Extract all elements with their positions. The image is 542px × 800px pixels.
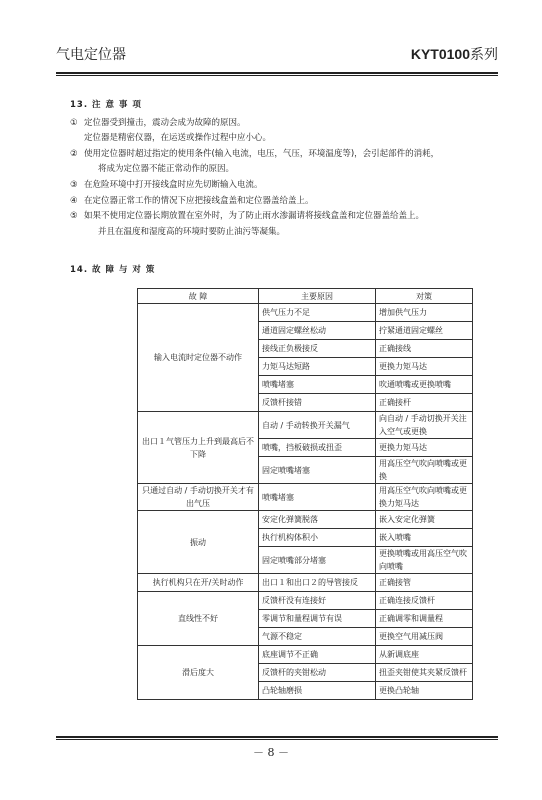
- fault-cell: 振动: [138, 511, 259, 574]
- table-row: [138, 646, 473, 664]
- note-text: 定位器受到撞击，震动会成为故障的原因。: [84, 117, 246, 128]
- fix-cell: 正确接杆: [376, 394, 473, 412]
- table-row: [138, 592, 473, 610]
- note-text: 使用定位器时超过指定的使用条件(输入电流，电压，气压，环境温度等)，会引起部件的消耗，: [84, 148, 440, 159]
- fault-cell: 执行机构只在开/关时动作: [138, 574, 259, 592]
- section-troubleshooting-title: 14. 故 障 与 对 策: [70, 265, 156, 275]
- note-number: ①: [70, 117, 78, 128]
- section-precautions: [70, 98, 439, 240]
- note-number: ③: [70, 179, 78, 190]
- reason-cell: 反馈杆的夹钳松动: [259, 664, 376, 682]
- fix-cell: 向自动 / 手动切换开关注入空气或更换: [376, 412, 473, 439]
- reason-cell: 供气压力不足: [259, 304, 376, 322]
- note-text: 在定位器正常工作的情况下应把接线盒盖和定位器盖给盖上。: [84, 195, 314, 206]
- note-item: [70, 194, 439, 210]
- note-continuation: 定位器是精密仪器，在运送或操作过程中应小心。: [84, 133, 272, 144]
- table-header-row: [138, 289, 473, 304]
- header-fault: 故 障: [138, 289, 259, 304]
- reason-cell: 自动 / 手动转换开关漏气: [259, 412, 376, 439]
- table-row: [138, 484, 473, 511]
- reason-cell: 零调节和量程调节有误: [259, 610, 376, 628]
- fault-cell: 只通过自动 / 手动切换开关才有出气压: [138, 484, 259, 511]
- fix-cell: 吹通喷嘴或更换喷嘴: [376, 376, 473, 394]
- page-number: － 8 －: [253, 746, 289, 759]
- fix-cell: 更换空气用减压阀: [376, 628, 473, 646]
- fix-cell: 拧紧通道固定螺丝: [376, 322, 473, 340]
- header-rule-thin: [56, 75, 498, 76]
- fix-cell: 正确接线: [376, 340, 473, 358]
- note-continuation: 将成为定位器不能正常动作的原因。: [98, 164, 235, 175]
- section-title: 13. 注 意 事 项: [70, 100, 142, 110]
- fix-cell: 从新调底座: [376, 646, 473, 664]
- reason-cell: 气源不稳定: [259, 628, 376, 646]
- reason-cell: 喷嘴堵塞: [259, 376, 376, 394]
- fix-cell: 正确接管: [376, 574, 473, 592]
- fix-cell: 更换喷嘴或用高压空气吹向喷嘴: [376, 547, 473, 574]
- table-row: [138, 574, 473, 592]
- note-text: 如果不使用定位器长期放置在室外时，为了防止雨水渗漏请将接线盒盖和定位器盖给盖上。: [84, 211, 425, 222]
- series-model: KYT0100: [410, 46, 470, 62]
- reason-cell: 执行机构体积小: [259, 529, 376, 547]
- note-number: ④: [70, 195, 78, 206]
- page-header-left: 气电定位器: [56, 47, 126, 63]
- fix-cell: 嵌入喷嘴: [376, 529, 473, 547]
- reason-cell: 喷嘴，挡板破损或扭歪: [259, 439, 376, 457]
- reason-cell: 接线正负极接反: [259, 340, 376, 358]
- reason-cell: 固定喷嘴部分堵塞: [259, 547, 376, 574]
- table-row: [138, 511, 473, 529]
- reason-cell: 力矩马达短路: [259, 358, 376, 376]
- reason-cell: 凸轮轴磨损: [259, 682, 376, 700]
- fix-cell: 更换力矩马达: [376, 358, 473, 376]
- fix-cell: 更换力矩马达: [376, 439, 473, 457]
- fix-cell: 正确连接反馈杆: [376, 592, 473, 610]
- page-header-right: [411, 44, 498, 64]
- fix-cell: 扭歪夹钳使其夹紧反馈杆: [376, 664, 473, 682]
- reason-cell: 底座调节不正确: [259, 646, 376, 664]
- fault-cell: 输入电流时定位器不动作: [138, 304, 259, 412]
- note-item: [70, 178, 439, 194]
- note-text: 在危险环境中打开接线盒时应先切断输入电流。: [84, 179, 263, 190]
- reason-cell: 出口１和出口２的导管接反: [259, 574, 376, 592]
- note-item: [70, 147, 439, 163]
- fix-cell: 正确调零和调量程: [376, 610, 473, 628]
- reason-cell: 固定喷嘴堵塞: [259, 457, 376, 484]
- header-rule: [56, 72, 498, 74]
- note-item: [70, 209, 439, 225]
- table-row: [138, 412, 473, 439]
- footer-rule: [56, 736, 498, 738]
- note-number: ⑤: [70, 211, 78, 222]
- fault-cell: 滑后度大: [138, 646, 259, 700]
- fix-cell: 用高压空气吹向喷嘴或更换: [376, 457, 473, 484]
- series-suffix: 系列: [470, 46, 498, 62]
- reason-cell: 喷嘴堵塞: [259, 484, 376, 511]
- header-fix: 对策: [376, 289, 473, 304]
- fault-cell: 出口１气管压力上升到最高后不下降: [138, 412, 259, 484]
- reason-cell: 反馈杆没有连接好: [259, 592, 376, 610]
- troubleshooting-table: [137, 288, 473, 700]
- reason-cell: 反馈杆接错: [259, 394, 376, 412]
- table-row: [138, 304, 473, 322]
- fix-cell: 更换凸轮轴: [376, 682, 473, 700]
- header-reason: 主要原因: [259, 289, 376, 304]
- fix-cell: 用高压空气吹向喷嘴或更换力矩马达: [376, 484, 473, 511]
- fix-cell: 增加供气压力: [376, 304, 473, 322]
- note-continuation: 并且在温度和湿度高的环境时要防止油污等凝集。: [98, 226, 286, 237]
- reason-cell: 安定化弹簧脱落: [259, 511, 376, 529]
- fault-cell: 直线性不好: [138, 592, 259, 646]
- footer-rule-thin: [56, 739, 498, 740]
- fix-cell: 嵌入安定化弹簧: [376, 511, 473, 529]
- note-number: ②: [70, 148, 78, 159]
- note-item: [70, 116, 439, 132]
- reason-cell: 通道固定螺丝松动: [259, 322, 376, 340]
